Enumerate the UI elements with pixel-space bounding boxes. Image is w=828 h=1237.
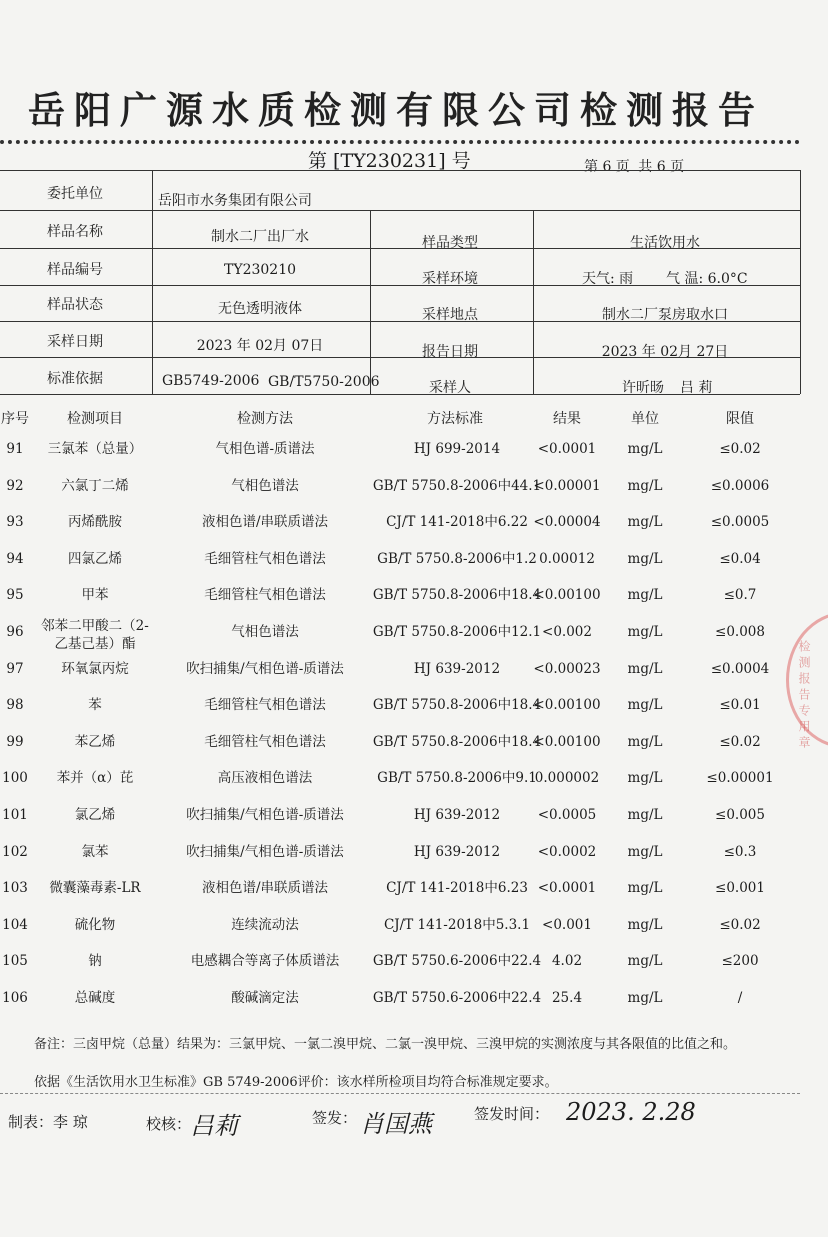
sample-name-label: 样品名称	[47, 224, 103, 240]
client-label: 委托单位	[47, 186, 103, 202]
row-standard: GB/T 5750.6-2006中22.4	[372, 953, 542, 970]
col-seq: 序号	[1, 411, 29, 427]
row-standard: HJ 639-2012	[413, 843, 501, 860]
table-row	[0, 661, 828, 697]
row-result: <0.00100	[533, 587, 601, 604]
report-number: 第 [TY230231] 号	[308, 150, 471, 172]
row-item-line2: 乙基己基）酯	[54, 636, 136, 652]
row-unit: mg/L	[627, 807, 663, 823]
client-value: 岳阳市水务集团有限公司	[158, 193, 312, 209]
env-weather: 天气: 雨	[582, 271, 634, 287]
row-result: 4.02	[551, 953, 583, 970]
row-seq: 98	[6, 697, 24, 714]
row-limit: ≤0.3	[723, 843, 757, 860]
row-result: 0.00012	[539, 550, 595, 567]
row-item: 氯乙烯	[74, 807, 116, 823]
table-row	[0, 734, 828, 770]
approved-label: 签发：	[312, 1109, 358, 1127]
row-seq: 99	[6, 733, 24, 750]
row-limit: ≤0.001	[715, 880, 765, 897]
row-standard: GB/T 5750.8-2006中12.1	[372, 624, 542, 640]
row-standard: GB/T 5750.6-2006中22.4	[372, 990, 542, 1006]
row-method: 毛细管柱气相色谱法	[204, 550, 326, 567]
row-standard: GB/T 5750.8-2006中18.4	[372, 733, 542, 750]
table-row	[0, 441, 828, 477]
row-item: 总碱度	[74, 990, 116, 1006]
table-row	[0, 478, 828, 514]
row-result: <0.0005	[537, 807, 597, 823]
issue-time-value: 2023. 2.28	[566, 1098, 696, 1126]
remark-note: 备注：三卤甲烷（总量）结果为：三氯甲烷、一氯二溴甲烷、二氯一溴甲烷、三溴甲烷的实测浓度与其各限值的比值之和。	[34, 1037, 737, 1052]
row-seq: 106	[2, 990, 28, 1006]
report-date-value: 2023 年 02月 27日	[601, 344, 729, 360]
row-method: 毛细管柱气相色谱法	[204, 697, 326, 714]
page-label: 第 6 页	[584, 159, 630, 175]
row-method: 液相色谱/串联质谱法	[201, 880, 329, 897]
row-method: 气相色谱法	[231, 624, 299, 640]
row-unit: mg/L	[627, 770, 663, 787]
basis-value-2: GB/T5750-2006	[268, 374, 380, 390]
state-value: 无色透明液体	[218, 301, 302, 317]
table-row	[0, 697, 828, 733]
table-row	[0, 618, 828, 660]
row-limit: ≤0.02	[719, 733, 761, 750]
row-item: 四氯乙烯	[68, 550, 122, 567]
row-unit: mg/L	[627, 624, 663, 640]
sample-name-value: 制水二厂出厂水	[211, 229, 309, 245]
table-row	[0, 844, 828, 880]
sample-type-value: 生活饮用水	[630, 235, 700, 251]
row-limit: /	[737, 990, 743, 1006]
table-row	[0, 880, 828, 916]
row-method: 气相色谱-质谱法	[215, 441, 315, 457]
row-standard: CJ/T 141-2018中5.3.1	[383, 916, 531, 933]
row-standard: CJ/T 141-2018中6.22	[386, 514, 528, 531]
row-item: 环氧氯丙烷	[61, 660, 129, 677]
row-unit: mg/L	[627, 550, 663, 567]
row-seq: 93	[6, 514, 24, 531]
place-value: 制水二厂泵房取水口	[602, 307, 728, 323]
row-standard: CJ/T 141-2018中6.23	[386, 880, 528, 897]
date-label: 采样日期	[47, 334, 103, 350]
row-result: <0.0002	[537, 843, 597, 860]
row-result: <0.00100	[533, 697, 601, 714]
row-item: 丙烯酰胺	[68, 514, 122, 531]
row-method: 气相色谱法	[231, 477, 299, 494]
row-unit: mg/L	[627, 733, 663, 750]
row-limit: ≤200	[721, 953, 759, 970]
row-unit: mg/L	[627, 660, 663, 677]
row-item: 苯并（α）芘	[56, 770, 134, 787]
row-item: 苯	[88, 697, 102, 714]
row-seq: 96	[6, 624, 24, 640]
checked-signature: 吕莉	[190, 1112, 238, 1140]
row-result: <0.001	[542, 916, 592, 933]
row-item: 微囊藻毒素-LR	[49, 880, 141, 897]
row-method: 毛细管柱气相色谱法	[204, 587, 326, 604]
row-standard: HJ 639-2012	[413, 807, 501, 823]
basis-label: 标准依据	[47, 371, 103, 387]
approved-signature: 肖国燕	[360, 1110, 432, 1138]
row-unit: mg/L	[627, 587, 663, 604]
row-limit: ≤0.7	[723, 587, 757, 604]
row-method: 吹扫捕集/气相色谱-质谱法	[186, 843, 344, 860]
row-unit: mg/L	[627, 916, 663, 933]
row-result: <0.002	[542, 624, 592, 640]
row-standard: HJ 639-2012	[413, 660, 501, 677]
sample-no-value: TY230210	[223, 262, 297, 278]
table-col-rule	[533, 210, 534, 394]
row-unit: mg/L	[627, 514, 663, 531]
row-unit: mg/L	[627, 990, 663, 1006]
col-result: 结果	[553, 411, 581, 427]
env-temp: 气 温: 6.0°C	[666, 271, 748, 287]
row-seq: 102	[2, 843, 28, 860]
row-item: 六氯丁二烯	[61, 477, 129, 494]
sampler-label: 采样人	[429, 380, 471, 396]
row-limit: ≤0.02	[719, 916, 761, 933]
row-seq: 97	[6, 660, 24, 677]
report-title: 岳阳广源水质检测有限公司检测报告	[28, 89, 764, 132]
env-label: 采样环境	[422, 271, 478, 287]
row-item: 苯乙烯	[74, 733, 116, 750]
row-seq: 91	[6, 441, 24, 457]
table-rule	[0, 210, 800, 211]
row-standard: HJ 699-2014	[413, 441, 501, 457]
col-limit: 限值	[726, 411, 754, 427]
row-standard: GB/T 5750.8-2006中18.4	[372, 697, 542, 714]
col-unit: 单位	[631, 411, 659, 427]
table-row	[0, 551, 828, 587]
row-method: 吹扫捕集/气相色谱-质谱法	[186, 660, 344, 677]
row-seq: 94	[6, 550, 24, 567]
row-seq: 92	[6, 477, 24, 494]
row-limit: ≤0.0006	[710, 477, 770, 494]
row-seq: 104	[2, 916, 28, 933]
row-limit: ≤0.02	[719, 441, 761, 457]
row-result: <0.00001	[533, 477, 601, 494]
row-limit: ≤0.0004	[710, 660, 770, 677]
row-standard: GB/T 5750.8-2006中1.2	[377, 550, 537, 567]
row-limit: ≤0.005	[715, 807, 765, 823]
table-row	[0, 807, 828, 843]
row-item: 三氯苯（总量）	[47, 441, 143, 457]
table-row	[0, 990, 828, 1026]
table-row	[0, 514, 828, 550]
sample-type-label: 样品类型	[422, 235, 478, 251]
row-unit: mg/L	[627, 477, 663, 494]
row-result: <0.00023	[533, 660, 601, 677]
row-standard: GB/T 5750.8-2006中44.1	[372, 477, 542, 494]
row-result: 0.000002	[534, 770, 600, 787]
row-result: <0.0001	[537, 441, 597, 457]
row-method: 吹扫捕集/气相色谱-质谱法	[186, 807, 344, 823]
row-seq: 101	[2, 807, 28, 823]
col-standard: 方法标准	[427, 411, 483, 427]
row-seq: 100	[2, 770, 28, 787]
table-col-rule	[370, 210, 371, 394]
table-row	[0, 770, 828, 806]
row-limit: ≤0.008	[715, 624, 765, 640]
row-unit: mg/L	[627, 953, 663, 970]
state-label: 样品状态	[47, 297, 103, 313]
row-item: 邻苯二甲酸二（2-	[41, 618, 149, 634]
row-method: 液相色谱/串联质谱法	[201, 514, 329, 531]
table-row	[0, 953, 828, 989]
row-item: 钠	[88, 953, 102, 970]
sampler-value-2: 吕 莉	[680, 380, 713, 396]
row-limit: ≤0.0005	[710, 514, 770, 531]
checked-label: 校核：	[146, 1115, 192, 1133]
date-value: 2023 年 02月 07日	[196, 338, 324, 354]
prepared-by: 制表：李 琼	[8, 1113, 88, 1131]
title-divider	[0, 140, 800, 144]
table-col-rule	[152, 170, 153, 394]
sign-divider	[0, 1093, 800, 1094]
row-item: 氯苯	[81, 843, 109, 860]
row-result: <0.00100	[533, 733, 601, 750]
row-result: 25.4	[551, 990, 583, 1006]
row-method: 连续流动法	[231, 916, 299, 933]
row-result: <0.00004	[533, 514, 601, 531]
row-unit: mg/L	[627, 880, 663, 897]
basis-value-1: GB5749-2006	[162, 373, 260, 389]
evaluation-note: 依据《生活饮用水卫生标准》GB 5749-2006评价：该水样所检项目均符合标准规定要求。	[34, 1075, 558, 1090]
row-seq: 95	[6, 587, 24, 604]
row-item: 硫化物	[74, 916, 116, 933]
row-limit: ≤0.04	[719, 550, 761, 567]
place-label: 采样地点	[422, 307, 478, 323]
row-unit: mg/L	[627, 441, 663, 457]
row-standard: GB/T 5750.8-2006中18.4	[372, 587, 542, 604]
row-limit: ≤0.01	[719, 697, 761, 714]
row-unit: mg/L	[627, 843, 663, 860]
table-rule	[0, 170, 800, 171]
table-row	[0, 917, 828, 953]
issue-time-label: 签发时间：	[474, 1105, 550, 1123]
sampler-value-1: 许昕旸	[622, 380, 664, 396]
row-method: 电感耦合等离子体质谱法	[190, 953, 340, 970]
col-method: 检测方法	[237, 411, 293, 427]
row-seq: 103	[2, 880, 28, 897]
sample-no-label: 样品编号	[47, 262, 103, 278]
col-item: 检测项目	[67, 411, 123, 427]
row-method: 高压液相色谱法	[217, 770, 313, 787]
table-col-rule	[800, 170, 801, 394]
row-item: 甲苯	[81, 587, 109, 604]
total-label: 共 6 页	[638, 159, 685, 175]
row-method: 酸碱滴定法	[231, 990, 299, 1006]
official-seal-text: 检测报告专用章	[797, 640, 811, 752]
row-method: 毛细管柱气相色谱法	[204, 733, 326, 750]
row-limit: ≤0.00001	[706, 770, 774, 787]
row-result: <0.0001	[537, 880, 597, 897]
report-date-label: 报告日期	[422, 344, 478, 360]
page-info	[584, 156, 688, 176]
row-unit: mg/L	[627, 697, 663, 714]
row-standard: GB/T 5750.8-2006中9.1	[377, 770, 537, 787]
row-seq: 105	[2, 953, 28, 970]
